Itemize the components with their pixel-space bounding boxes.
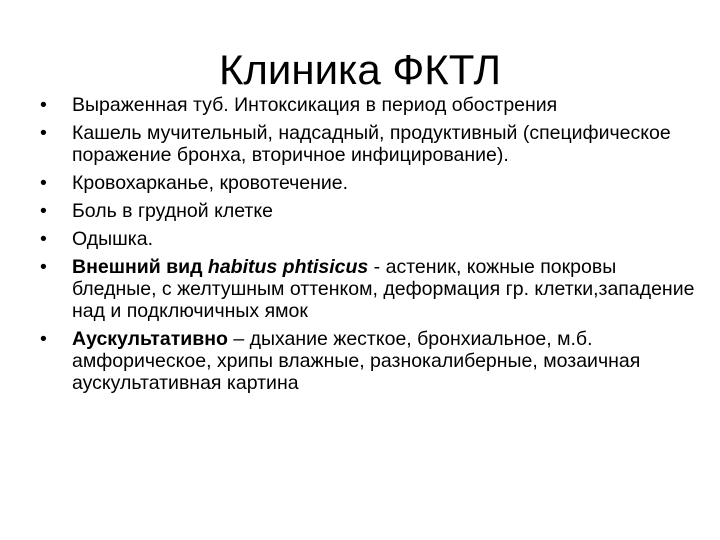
bullet-item-cough [40, 122, 700, 166]
bullet-text: Одышка. [72, 228, 153, 250]
bullet-text: Боль в грудной клетке [72, 200, 273, 222]
bullet-icon: • [40, 256, 47, 278]
bullet-bold-lead: Внешний вид [72, 256, 208, 278]
bullet-item-appearance [40, 256, 700, 322]
bullet-item-dyspnea [40, 228, 700, 250]
bullet-bold-lead: Аускультативно [72, 328, 228, 350]
bullet-icon: • [40, 228, 47, 250]
bullet-item-intoxication [40, 94, 700, 116]
bullet-icon: • [40, 172, 47, 194]
bullet-text: - астеник, кожные покровы бледные, с желтушным оттенком, деформация гр. клетки,западение над и подключичных ямок [72, 256, 695, 322]
bullet-text: Выраженная туб. Интоксикация в период обострения [72, 94, 558, 116]
bullet-item-hemoptysis [40, 172, 700, 194]
slide-title-text: Клиника ФКТЛ [218, 46, 502, 93]
bullet-icon: • [40, 94, 47, 116]
bullet-item-chest-pain [40, 200, 700, 222]
bullet-icon: • [40, 200, 47, 222]
bullet-text: – дыхание жесткое, бронхиальное, м.б. амфорическое, хрипы влажные, разнокалиберные, мозаичная аускультативная картина [72, 328, 641, 394]
bullet-icon: • [40, 328, 47, 350]
bullet-icon: • [40, 122, 47, 144]
bullet-text: Кровохарканье, кровотечение. [72, 172, 349, 194]
bullet-text: Кашель мучительный, надсадный, продуктивный (специфическое поражение бронха, вторичное инфицирование). [72, 122, 671, 166]
bullet-item-auscultation [40, 328, 700, 394]
bullet-bold-italic-term: habitus phtisicus [207, 256, 369, 278]
slide-title [0, 44, 720, 96]
bullet-list [40, 94, 700, 394]
